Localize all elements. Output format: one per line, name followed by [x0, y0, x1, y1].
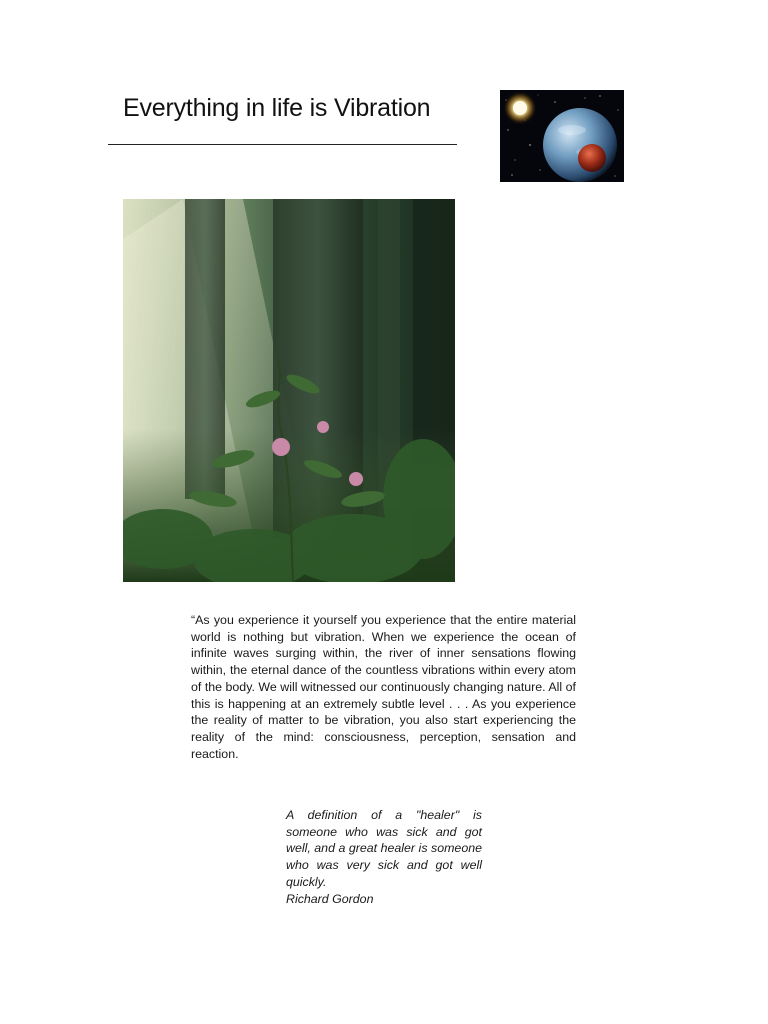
forest-illustration — [123, 199, 455, 582]
forest-photo — [123, 199, 455, 582]
healer-quote: A definition of a "healer" is someone who was sick and got well, and a great healer is someone who was very sick and got well quickly. — [286, 808, 482, 889]
vibration-quote: “As you experience it yourself you experience that the entire material world is nothing but vibration. When we experience the ocean of infinite waves surging within, the river of inner sensations flowing within, the eternal dance of the countless vibrations within every atom of the body. We will witnessed our continuously changing nature. All of this is happening at an extremely subtle level . . . As you experience the reality of matter to be vibration, you also start experiencing the reality of the mind: consciousness, perception, sensation and reaction. — [191, 613, 576, 761]
planets-image — [500, 90, 624, 182]
quote-author: Richard Gordon — [286, 892, 374, 906]
title-divider — [108, 144, 457, 145]
planets-illustration — [500, 90, 624, 182]
page-title: Everything in life is Vibration — [123, 94, 431, 122]
